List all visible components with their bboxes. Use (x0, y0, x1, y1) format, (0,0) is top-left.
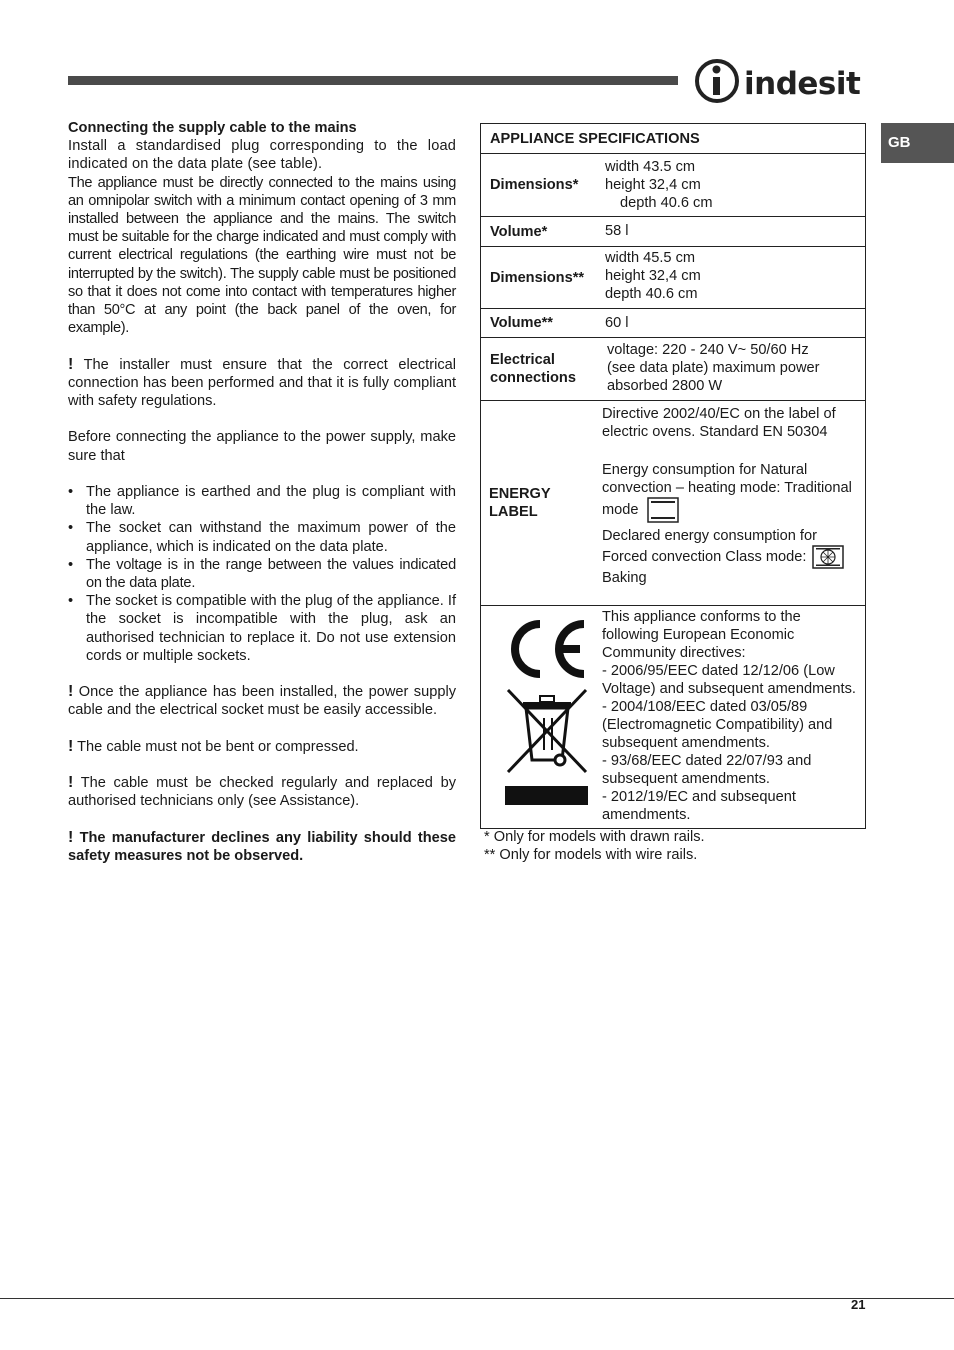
warning-paragraph (68, 356, 456, 411)
directive-line: - 2006/95/EEC dated 12/12/06 (Low Voltage) and subsequent amendments. (602, 663, 856, 697)
requirements-list (68, 483, 456, 665)
footnote: ** Only for models with wire rails. (484, 847, 698, 863)
dim-line: width 43.5 cm (605, 159, 696, 175)
warning-mark: ! (68, 737, 74, 755)
energy-text: Declared energy consumption for Forced convection Class mode: (602, 528, 817, 565)
header-rule (68, 76, 678, 85)
label-line: LABEL (489, 504, 538, 520)
paragraph: The appliance must be directly connected to the mains using an omnipolar switch with a minimum contact opening of 3 mm installed between the appliance and the mains. The switch must be suitable for the charge indicated and must comply with current electrical regulations (the earthing wire must not be interrupted by the switch). The supply cable must be positioned so that it does not come into contact with temperatures higher than 50°C at any point (the back panel of the oven, for example). (68, 174, 456, 337)
table-row (481, 337, 865, 400)
footnote: * Only for models with drawn rails. (484, 829, 705, 845)
electrical-value: voltage: 220 - 240 V~ 50/60 Hz (see data plate) maximum power absorbed 2800 W (607, 342, 820, 394)
traditional-mode-icon (647, 497, 679, 523)
volume-value: 60 l (605, 315, 629, 331)
dim-line: height 32,4 cm (605, 177, 701, 193)
dimensions-label: Dimensions* (490, 177, 579, 193)
dimensions-value (599, 247, 865, 308)
paragraph: Before connecting the appliance to the power supply, make sure that (68, 429, 456, 464)
table-row (481, 308, 865, 337)
weee-bar (505, 786, 588, 805)
label-line: ENERGY (489, 486, 551, 502)
electrical-label (481, 338, 599, 400)
svg-text:indesit: indesit (744, 66, 861, 102)
appliance-specifications-table (480, 123, 866, 829)
dim-line: height 32,4 cm (605, 268, 701, 284)
dim-line: width 45.5 cm (605, 250, 696, 266)
table-row (481, 400, 865, 605)
label-line: Electrical (490, 352, 555, 368)
warning-mark: ! (68, 683, 74, 701)
directive-line: - 93/68/EEC dated 22/07/93 and subsequent amendments. (602, 753, 812, 787)
indesit-logo (694, 58, 870, 104)
list-item: • The appliance is earthed and the plug is compliant with the law. (68, 483, 456, 519)
energy-natural-text (602, 461, 855, 523)
warning-text: The installer must ensure that the correct electrical connection has been performed and that it is fully compliant with safety regulations. (68, 356, 456, 410)
warning-paragraph (68, 774, 456, 810)
energy-label (481, 401, 599, 605)
label-line: connections (490, 370, 576, 386)
table-row (481, 216, 865, 246)
forced-convection-icon (812, 545, 844, 569)
warning-mark: ! (68, 828, 74, 846)
list-item: • The voltage is in the range between the values indicated on the data plate. (68, 556, 456, 592)
table-title: APPLIANCE SPECIFICATIONS (490, 131, 700, 147)
warning-mark: ! (68, 774, 74, 792)
list-item: • The socket is compatible with the plug of the appliance. If the socket is incompatible with the plug, ask an authorised technician to replace it. Do not use extension cords or multiple sockets. (68, 592, 456, 665)
warning-mark: ! (68, 355, 74, 373)
warning-text: The manufacturer declines any liability should these safety measures not be observed. (68, 829, 456, 865)
dimensions-value (599, 154, 865, 216)
table-row (481, 605, 865, 828)
table-row (481, 153, 865, 216)
directive-line: - 2012/19/EC and subsequent amendments. (602, 789, 796, 823)
page-number: 21 (851, 1297, 866, 1312)
ce-mark-icon (504, 616, 590, 682)
weee-bin-icon (504, 688, 590, 778)
dim-line: depth 40.6 cm (605, 286, 698, 302)
language-tab: GB (881, 123, 954, 163)
footnotes (484, 828, 705, 864)
conformity-text (599, 606, 865, 828)
conformity-marks (481, 606, 599, 828)
warning-text: Once the appliance has been installed, the power supply cable and the electrical socket must be easily accessible. (68, 684, 456, 719)
energy-directive: Directive 2002/40/EC on the label of electric ovens. Standard EN 50304 (602, 406, 836, 440)
energy-forced-text (602, 527, 855, 587)
warning-paragraph (68, 738, 456, 756)
paragraph: Install a standardised plug corresponding to the load indicated on the data plate (see table). (68, 138, 456, 173)
energy-text: Energy consumption for Natural convection – heating mode: Traditional mode (602, 462, 852, 518)
energy-value (599, 401, 865, 605)
warning-text: The cable must be checked regularly and replaced by authorised technicians only (see Assistance). (68, 775, 456, 810)
footer-rule (0, 1298, 954, 1299)
warning-paragraph (68, 683, 456, 719)
warning-paragraph (68, 829, 456, 865)
dim-line: depth 40.6 cm (620, 195, 713, 211)
table-row (481, 246, 865, 308)
connection-instructions (68, 119, 456, 865)
dimensions-label: Dimensions** (490, 269, 585, 286)
directive-line: - 2004/108/EEC dated 03/05/89 (Electromagnetic Compatibility) and subsequent amendments. (602, 699, 833, 751)
conformity-intro: This appliance conforms to the following European Economic Community directives: (602, 609, 801, 661)
volume-value: 58 l (605, 223, 629, 239)
list-item: • The socket can withstand the maximum power of the appliance, which is indicated on the data plate. (68, 519, 456, 555)
section-heading: Connecting the supply cable to the mains (68, 120, 357, 136)
energy-text: Baking (602, 570, 647, 586)
warning-text: The cable must not be bent or compressed. (77, 738, 359, 755)
volume-label: Volume** (490, 315, 553, 331)
volume-label: Volume* (490, 223, 548, 240)
